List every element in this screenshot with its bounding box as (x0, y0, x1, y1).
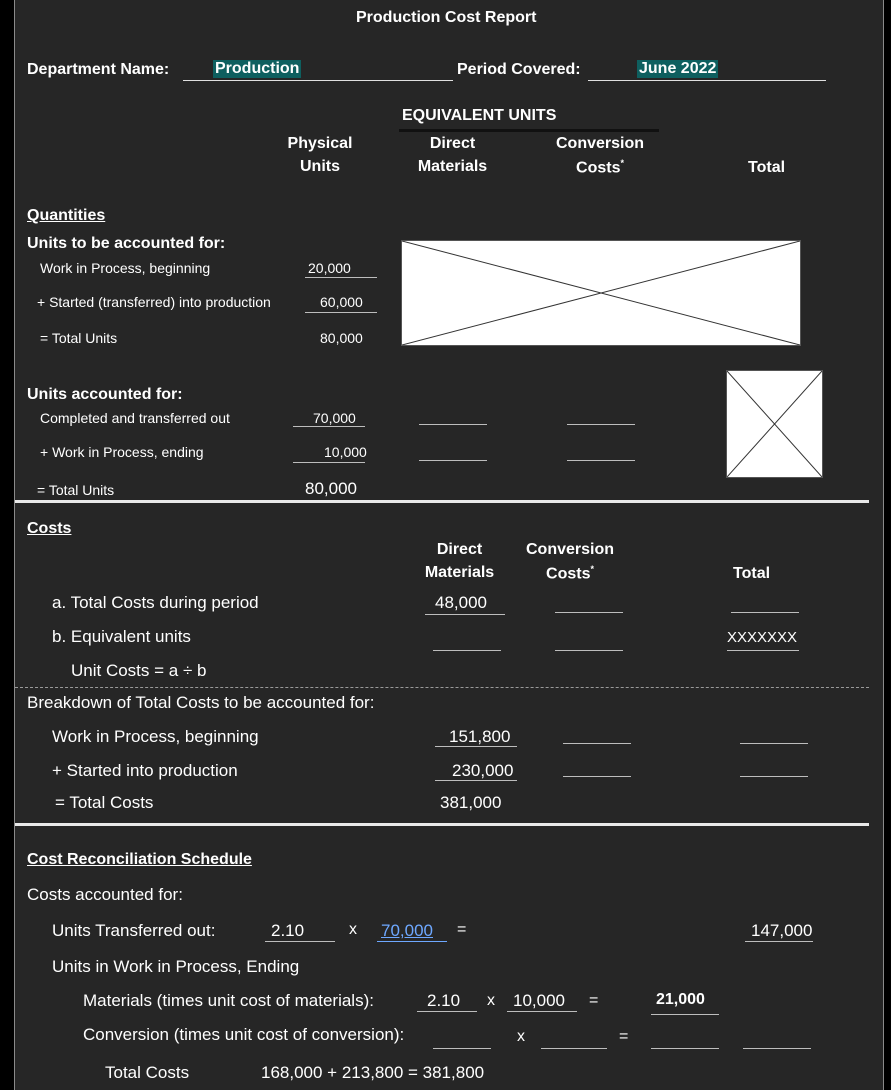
recon-total-costs-label: Total Costs (105, 1063, 190, 1082)
completed-units: 70,000 (313, 410, 356, 426)
materials-equals: = (589, 992, 599, 1009)
materials-label: Materials (times unit cost of materials): (83, 991, 374, 1010)
report-title: Production Cost Report (356, 9, 537, 26)
wip-ending-dm-blank (419, 460, 487, 461)
total-units-label: = Total Units (40, 330, 118, 346)
conversion-costs-header: Conversion Costs* (555, 135, 644, 177)
equiv-units-cc-blank (555, 650, 623, 651)
department-underline (183, 80, 453, 81)
completed-cc-blank (567, 424, 635, 425)
total-units-value: 80,000 (320, 330, 363, 346)
total-costs-label: a. Total Costs during period (52, 593, 259, 612)
breakdown-wip-beginning-label: Work in Process, beginning (52, 727, 259, 746)
conversion-rate-blank (433, 1048, 491, 1049)
conversion-equals: = (619, 1028, 629, 1045)
direct-materials-header: Direct Materials (417, 135, 488, 175)
total-header: Total (748, 159, 786, 176)
equiv-units-dm-blank (433, 650, 501, 651)
total-costs-total-blank (731, 612, 799, 613)
conversion-units-blank (541, 1048, 607, 1049)
wip-ending-label: + Work in Process, ending (40, 444, 204, 460)
transferred-times: x (349, 921, 357, 938)
started-label: + Started (transferred) into production (37, 294, 271, 310)
breakdown-started-label: + Started into production (52, 761, 238, 780)
accounted-total-label: = Total Units (37, 482, 115, 498)
conversion-times: x (517, 1028, 525, 1045)
breakdown-wip-beginning-cc-blank (563, 743, 631, 744)
unit-costs-label: Unit Costs = a ÷ b (71, 661, 207, 680)
materials-rate: 2.10 (427, 991, 461, 1010)
breakdown-started-total-blank (740, 776, 808, 777)
breakdown-started-cc-blank (563, 776, 631, 777)
units-accounted-heading: Units accounted for: (27, 386, 183, 403)
section-divider-2 (15, 823, 869, 826)
to-be-accounted-heading: Units to be accounted for: (27, 235, 226, 252)
materials-total: 21,000 (656, 991, 705, 1008)
transferred-equals: = (457, 921, 467, 938)
recon-total-costs-value: 168,000 + 213,800 = 381,800 (261, 1063, 485, 1082)
costs-conversion-header: Conversion Costs* (525, 541, 614, 583)
physical-units-header: Physical Units (287, 135, 353, 175)
wip-ending-units: 10,000 (324, 444, 367, 460)
wip-beginning-label: Work in Process, beginning (40, 260, 211, 276)
conversion-subtotal-blank (651, 1048, 719, 1049)
breakdown-wip-beginning-dm: 151,800 (449, 727, 511, 746)
breakdown-started-dm: 230,000 (452, 761, 514, 780)
wip-ending-cc-blank (567, 460, 635, 461)
materials-times: x (487, 992, 495, 1009)
breakdown-heading: Breakdown of Total Costs to be accounted for: (27, 693, 375, 712)
transferred-total: 147,000 (751, 921, 813, 940)
department-label: Department Name: (27, 61, 170, 78)
breakdown-total-label: = Total Costs (55, 793, 154, 812)
breakdown-total-dm: 381,000 (440, 793, 502, 812)
conversion-label: Conversion (times unit cost of conversion): (83, 1025, 405, 1044)
quantities-heading: Quantities (27, 207, 106, 224)
completed-label: Completed and transferred out (40, 410, 230, 426)
not-applicable-box (401, 240, 801, 346)
completed-dm-blank (419, 424, 487, 425)
costs-total-header: Total (733, 565, 771, 582)
wip-ending-cost-label: Units in Work in Process, Ending (52, 957, 300, 976)
equiv-units-label: b. Equivalent units (52, 627, 191, 646)
period-value: June 2022 (639, 60, 717, 77)
breakdown-wip-beginning-total-blank (740, 743, 808, 744)
reconciliation-heading: Cost Reconciliation Schedule (27, 851, 252, 868)
started-units: 60,000 (320, 294, 363, 310)
total-costs-dm: 48,000 (435, 593, 487, 612)
section-divider (15, 500, 869, 503)
transferred-out-label: Units Transferred out: (52, 921, 216, 940)
total-costs-cc-blank (555, 612, 623, 613)
transferred-units: 70,000 (381, 921, 433, 940)
equivalent-units-heading: EQUIVALENT UNITS (402, 107, 557, 124)
costs-accounted-label: Costs accounted for: (27, 885, 183, 904)
accounted-total-units: 80,000 (305, 479, 357, 498)
equiv-units-total: XXXXXXX (727, 629, 798, 646)
equivalent-units-rule (399, 129, 659, 132)
wip-beginning-units: 20,000 (308, 260, 351, 276)
costs-heading: Costs (27, 520, 72, 537)
transferred-rate: 2.10 (271, 921, 305, 940)
department-value: Production (215, 60, 300, 77)
breakdown-divider (15, 687, 869, 688)
report-page (14, 0, 884, 1090)
conversion-total-blank (743, 1048, 811, 1049)
costs-direct-header: Direct Materials (424, 541, 495, 581)
materials-units: 10,000 (513, 991, 565, 1010)
not-applicable-box-total (726, 370, 823, 478)
period-underline (588, 80, 826, 81)
period-label: Period Covered: (457, 61, 581, 78)
